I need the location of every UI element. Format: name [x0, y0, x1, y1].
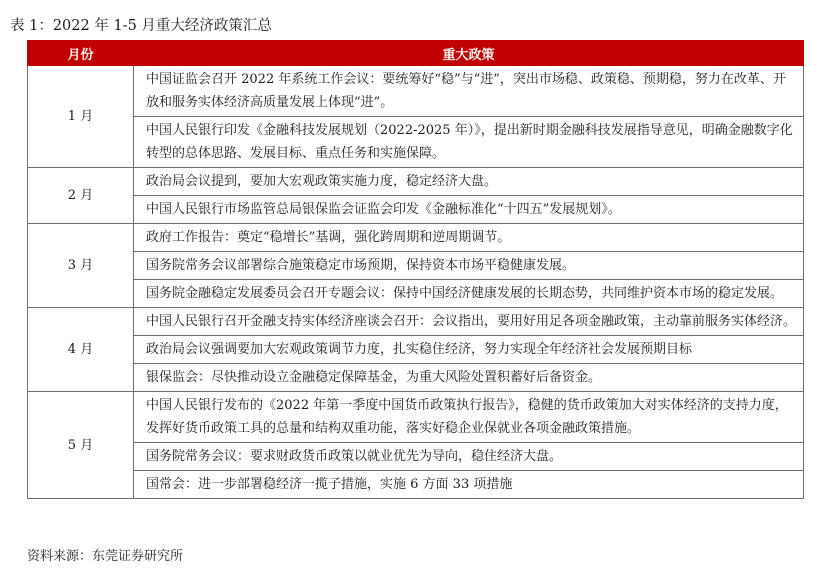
table-row	[28, 280, 804, 308]
table-row	[28, 336, 804, 364]
policy-cell: 中国人民银行印发《金融科技发展规划（2022-2025 年）》，提出新时期金融科技发展指导意见，明确金融数字化转型的总体思路、发展目标、重点任务和实施保障。	[134, 117, 804, 168]
month-cell: 1 月	[28, 66, 134, 168]
month-cell: 5 月	[28, 392, 134, 499]
month-cell: 4 月	[28, 308, 134, 392]
policy-cell: 中国人民银行市场监管总局银保监会证监会印发《金融标准化“十四五”发展规划》。	[134, 196, 804, 224]
policy-cell: 国务院常务会议部署综合施策稳定市场预期，保持资本市场平稳健康发展。	[134, 252, 804, 280]
policy-cell: 国常会：进一步部署稳经济一揽子措施，实施 6 方面 33 项措施	[134, 471, 804, 499]
policy-cell: 国务院常务会议：要求财政货币政策以就业优先为导向，稳住经济大盘。	[134, 443, 804, 471]
policy-cell: 中国证监会召开 2022 年系统工作会议：要统筹好“稳”与“进”，突出市场稳、政策稳、预期稳，努力在改革、开放和服务实体经济高质量发展上体现“进”。	[134, 66, 804, 117]
header-policy: 重大政策	[134, 41, 804, 66]
policy-cell: 政治局会议提到，要加大宏观政策实施力度，稳定经济大盘。	[134, 168, 804, 196]
policy-cell: 中国人民银行发布的《2022 年第一季度中国货币政策执行报告》，稳健的货币政策加大对实体经济的支持力度，发挥好货币政策工具的总量和结构双重功能，落实好稳企业保就业各项金融政策措施。	[134, 392, 804, 443]
source-note: 资料来源：东莞证券研究所	[27, 549, 184, 564]
table-row	[28, 168, 804, 196]
policy-cell: 中国人民银行召开金融支持实体经济座谈会召开：会议指出，要用好用足各项金融政策，主动靠前服务实体经济。	[134, 308, 804, 336]
policy-cell: 政府工作报告：奠定“稳增长”基调，强化跨周期和逆周期调节。	[134, 224, 804, 252]
table-row	[28, 196, 804, 224]
table-row	[28, 471, 804, 499]
policy-cell: 政治局会议强调要加大宏观政策调节力度，扎实稳住经济，努力实现全年经济社会发展预期目标	[134, 336, 804, 364]
table-row	[28, 66, 804, 117]
month-cell: 3 月	[28, 224, 134, 308]
policy-cell: 国务院金融稳定发展委员会召开专题会议：保持中国经济健康发展的长期态势，共同维护资本市场的稳定发展。	[134, 280, 804, 308]
table-header-row	[28, 41, 804, 66]
table-row	[28, 224, 804, 252]
month-cell: 2 月	[28, 168, 134, 224]
table-row	[28, 117, 804, 168]
policy-cell: 银保监会：尽快推动设立金融稳定保障基金，为重大风险处置积蓄好后备资金。	[134, 364, 804, 392]
header-month: 月份	[28, 41, 134, 66]
table-row	[28, 443, 804, 471]
table-row	[28, 252, 804, 280]
table-title: 表 1：2022 年 1-5 月重大经济政策汇总	[10, 18, 272, 34]
table-row	[28, 364, 804, 392]
table-row	[28, 392, 804, 443]
table-row	[28, 308, 804, 336]
policy-table	[27, 40, 804, 499]
